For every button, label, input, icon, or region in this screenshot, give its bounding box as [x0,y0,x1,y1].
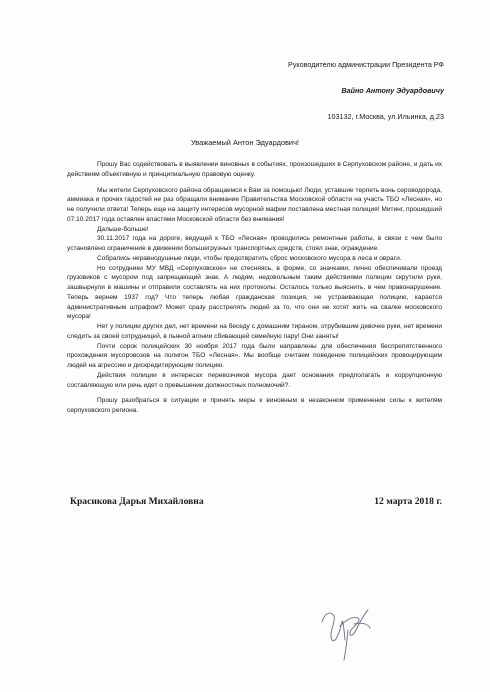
paragraph: Прошу Вас содействовать в выявлении виновных в событиях, произошедших в Серпуховском районе, и дать их действиям объективную и принципиальную правовую оценку. [67,161,442,178]
paragraph: Прошу разобраться в ситуации и принять меры к виновным в незаконном применении силы к жителям серпуховского региона. [67,397,442,414]
recipient-address: 103132, г.Москва, ул.Ильинка, д.23 [327,112,444,121]
paragraph: Собрались неравнодушные люди, чтобы предотвратить сброс московского мусора в леса и овраги. [97,254,402,262]
greeting: Уважаемый Антон Эдуардович! [191,138,299,147]
paragraph: Мы жители Серпуховского района обращаемся к Вам за помощью! Люди, уставшие терпеть вонь сероводорода, аммиака и прочих гадостей не раз обращали внимание Правительства Московской области на участь ТБО «Лесная», но не получили ответа! Теперь еще на защиту интересов мусорной мафии поставлена местная полиция! Митинг, прошедший 07.10.2017 года оставлен властями Московской области без внимания! [67,186,442,223]
letter-body [67,160,442,416]
signer-name: Красикова Дарья Михайловна [70,496,204,507]
recipient-name: Вайно Антону Эдуардовичу [341,86,444,95]
paragraph: Действия полиции в интересах перевозчиков мусора дает основания предполагать и коррупционную составляющую или речь идет о превышении должностных полномочий?. [67,371,442,389]
paragraph: Нет у полиции других дел, нет времени на беседу с домашним тираном, отрубившим девочке руки, нет времени следить за своей сотрудницей, в пьяной агонии сбивающей семейную пару! Они заняты! [67,323,442,340]
paragraph: Но сотрудники МУ МВД «Серпуховское» не стесняясь, в форме, со значками, лично обеспечивали проезд грузовиков с мусором под запрещающий знак. А людям, недовольным таким действиями полиции скрутили руки, зашвырнули в машины и отправили составлять на них протоколы. Осталось только выяснить, в чем правонарушение. Теперь вернем 1937 год? Что теперь любая гражданская позиция, не устраивающая полицию, карается административным штрафом? Может сразу расстрелять людей за то, что они не хотят жить на свалке московского мусора! [67,264,442,321]
paragraph: 30.11.2017 года на дороге, ведущей к ТБО «Лесная» проводились ремонтные работы, в связи с чем было установлено ограничение в движении большегрузных транспортных средств, стоял знак, ограждение. [67,235,442,252]
handwritten-signature [318,600,374,662]
paragraph: Дальше-больше! [97,225,149,233]
signature-date: 12 марта 2018 г. [374,496,442,507]
recipient-title: Руководителю администрации Президента РФ [288,60,444,69]
paragraph: Почти сорок полицейских 30 ноября 2017 года были направлены для обеспечения беспрепятственного прохождения мусоровозов на полигон ТБО «Лесная». Мы вообще считаем поведение полицейских провоцирующим людей на агрессию и дискредитирующим полицию. [67,342,442,369]
